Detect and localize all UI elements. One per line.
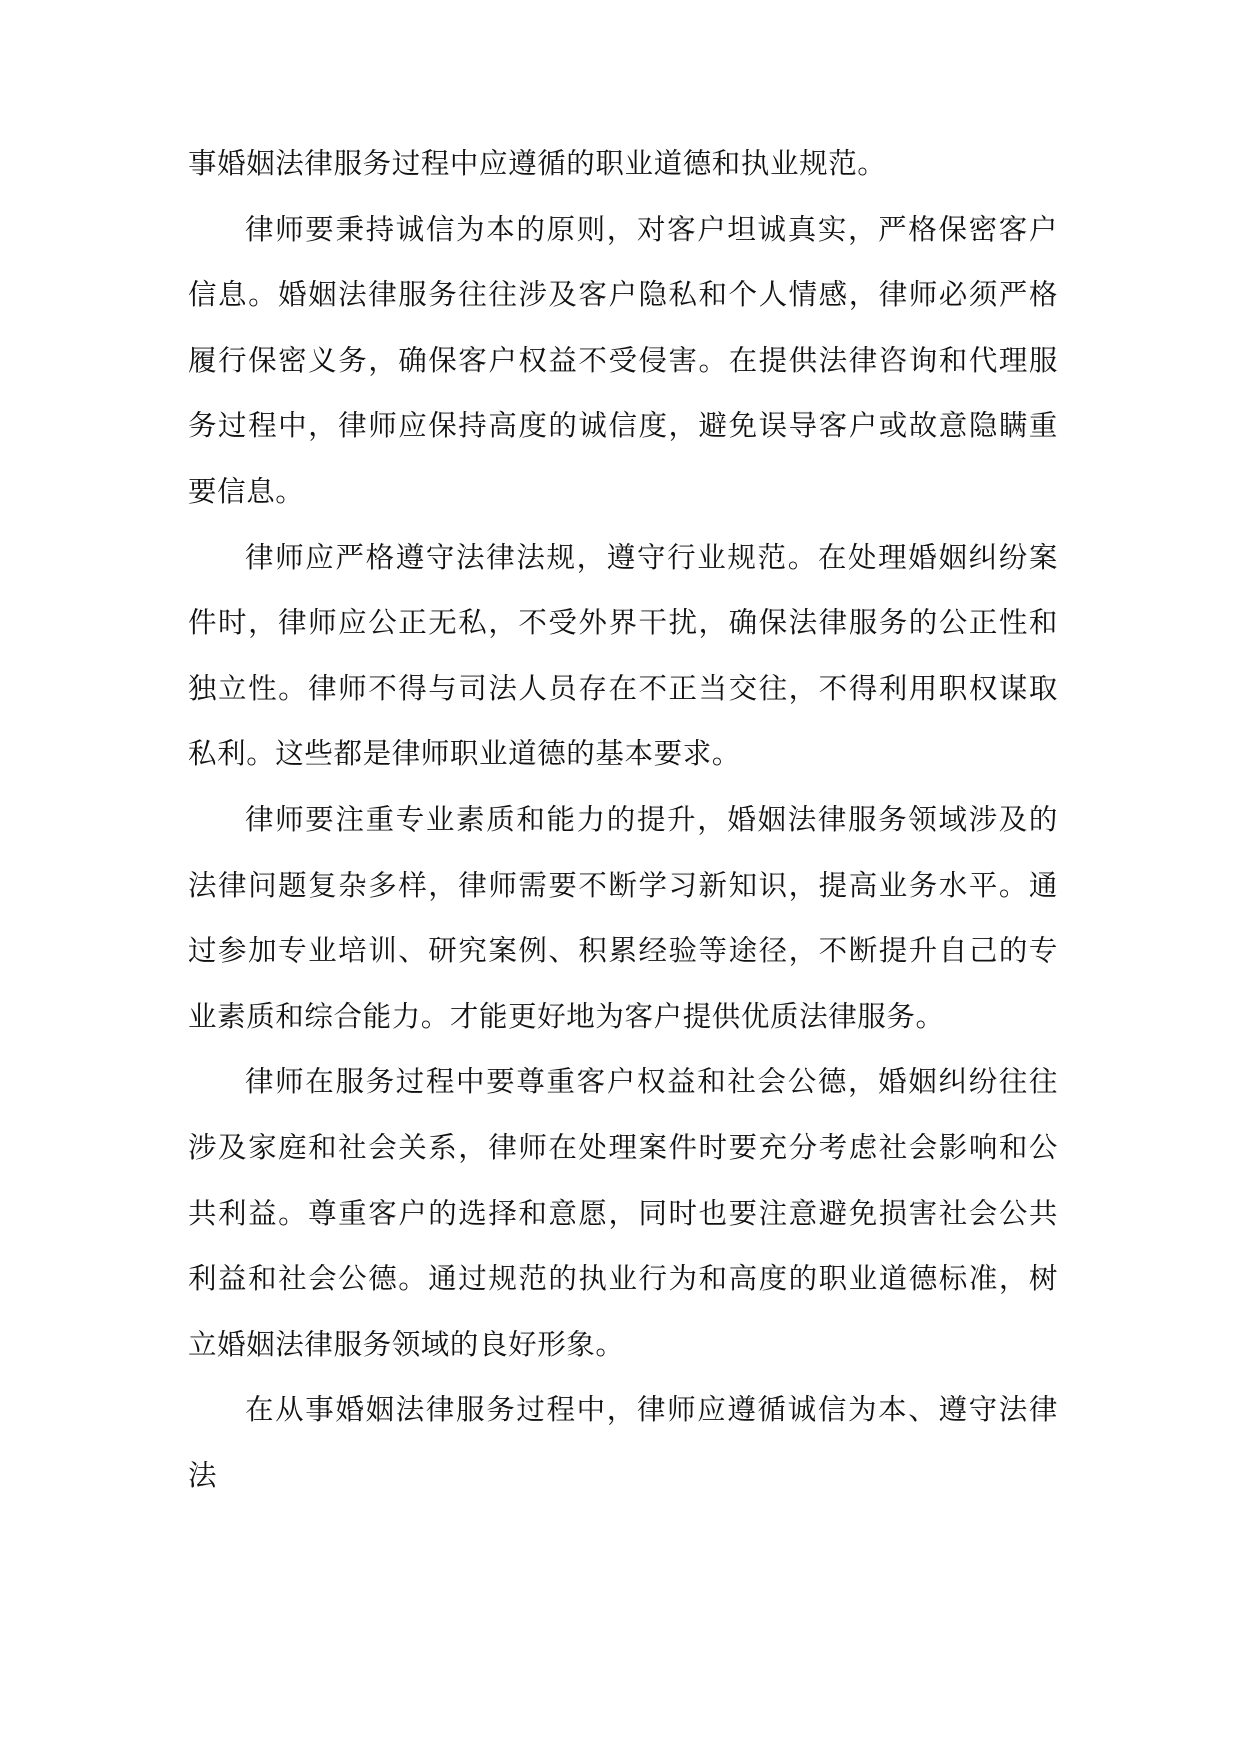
- document-body: [188, 131, 1058, 1508]
- paragraph-continued: 事婚姻法律服务过程中应遵循的职业道德和执业规范。: [188, 147, 887, 180]
- paragraph-professional-growth: 律师要注重专业素质和能力的提升，婚姻法律服务领域涉及的法律问题复杂多样，律师需要不断学习新知识，提高业务水平。通过参加专业培训、研究案例、积累经验等途径，不断提升自己的专业素质和综合能力。才能更好地为客户提供优质法律服务。: [188, 802, 1058, 1033]
- paragraph-social-ethics: 律师在服务过程中要尊重客户权益和社会公德，婚姻纠纷往往涉及家庭和社会关系，律师在处理案件时要充分考虑社会影响和公共利益。尊重客户的选择和意愿，同时也要注意避免损害社会公共利益和社会公德。通过规范的执业行为和高度的职业道德标准，树立婚姻法律服务领域的良好形象。: [188, 1065, 1058, 1361]
- paragraph-integrity: 律师要秉持诚信为本的原则，对客户坦诚真实，严格保密客户信息。婚姻法律服务往往涉及客户隐私和个人情感，律师必须严格履行保密义务，确保客户权益不受侵害。在提供法律咨询和代理服务过程中，律师应保持高度的诚信度，避免误导客户或故意隐瞒重要信息。: [188, 212, 1058, 508]
- paragraph-compliance: 律师应严格遵守法律法规，遵守行业规范。在处理婚姻纠纷案件时，律师应公正无私，不受外界干扰，确保法律服务的公正性和独立性。律师不得与司法人员存在不正当交往，不得利用职权谋取私利。这些都是律师职业道德的基本要求。: [188, 540, 1058, 771]
- paragraph-summary: 在从事婚姻法律服务过程中，律师应遵循诚信为本、遵守法律法: [188, 1393, 1058, 1492]
